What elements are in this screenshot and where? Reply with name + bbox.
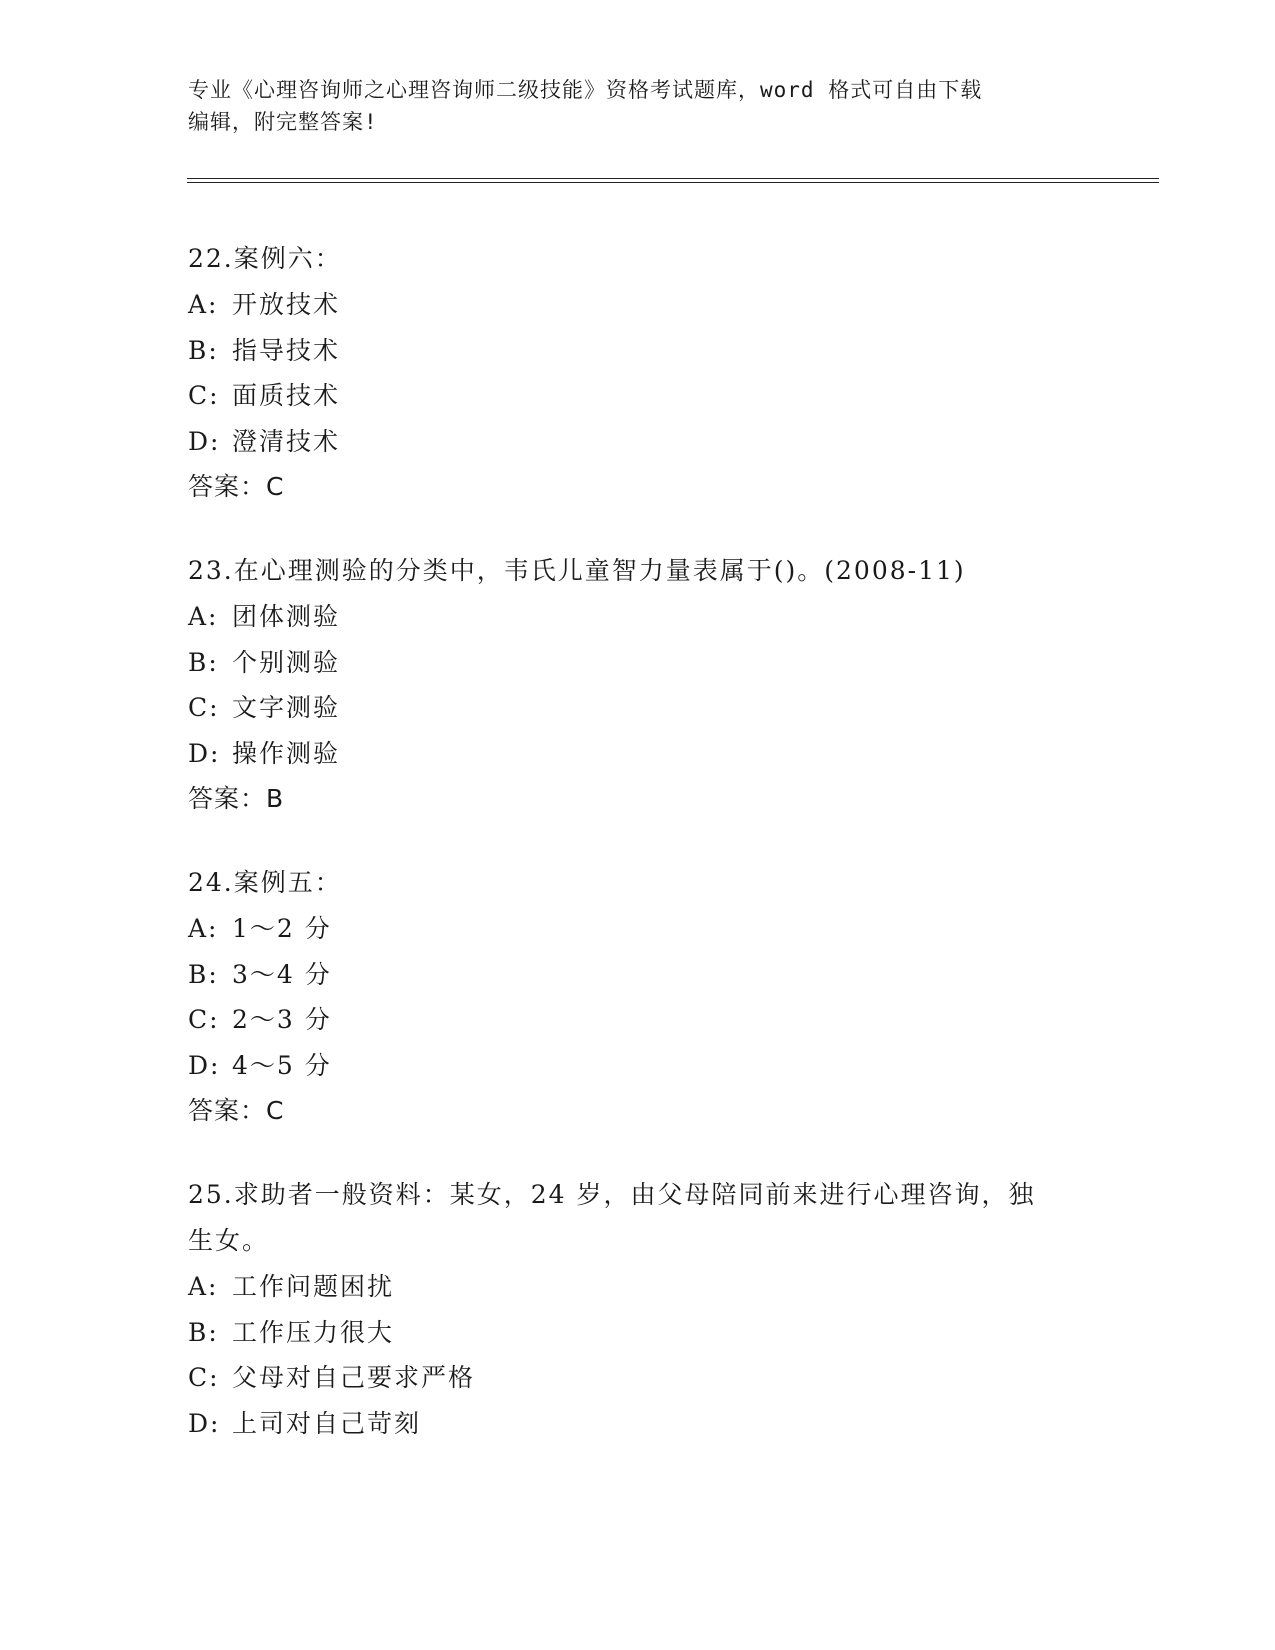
option-c: [188, 685, 1088, 731]
option-d: [188, 1043, 1088, 1089]
option-letter: B:: [188, 647, 219, 677]
header-divider-top: [187, 178, 1159, 179]
option-text: 个别测验: [232, 647, 341, 677]
option-letter: B:: [188, 1317, 219, 1347]
question-list: [188, 236, 1088, 1484]
question-22: [188, 236, 1088, 510]
option-text: 工作问题困扰: [232, 1272, 395, 1301]
answer-line: 答案：C: [188, 1096, 285, 1125]
option-letter: A:: [188, 1272, 219, 1301]
option-letter: A:: [188, 602, 219, 631]
option-letter: C:: [188, 1363, 220, 1392]
option-b: [188, 952, 1088, 998]
option-a: [188, 1264, 1088, 1310]
option-b: [188, 328, 1088, 374]
question-24: [188, 860, 1088, 1134]
option-letter: D:: [188, 1050, 221, 1080]
option-letter: C:: [188, 381, 220, 410]
answer-line: 答案：B: [188, 784, 285, 813]
question-stem: 22.案例六：: [188, 244, 342, 273]
header-divider-bottom: [187, 182, 1159, 183]
question-stem: 24.案例五：: [188, 868, 342, 897]
question-stem: 23.在心理测验的分类中，韦氏儿童智力量表属于()。(2008-11): [188, 556, 966, 585]
option-b: [188, 640, 1088, 686]
answer-line: 答案：C: [188, 472, 285, 501]
option-text: 2～3 分: [232, 1005, 332, 1034]
document-header: [188, 74, 1088, 138]
option-letter: C:: [188, 1005, 220, 1034]
option-letter: A:: [188, 290, 219, 319]
option-text: 操作测验: [232, 738, 341, 768]
option-letter: B:: [188, 335, 219, 365]
header-line-2: 编辑，附完整答案!: [188, 110, 378, 134]
option-text: 工作压力很大: [232, 1317, 395, 1347]
option-letter: B:: [188, 959, 219, 989]
option-letter: C:: [188, 693, 220, 722]
option-d: [188, 1401, 1088, 1447]
option-a: [188, 594, 1088, 640]
option-d: [188, 419, 1088, 465]
option-c: [188, 1355, 1088, 1401]
option-letter: D:: [188, 1408, 221, 1438]
question-23: [188, 548, 1088, 822]
question-stem-line-1: 25.求助者一般资料：某女，24 岁，由父母陪同前来进行心理咨询，独: [188, 1180, 1036, 1209]
option-text: 开放技术: [232, 290, 341, 319]
question-25: [188, 1172, 1088, 1446]
option-text: 1～2 分: [232, 914, 332, 943]
option-text: 3～4 分: [232, 959, 332, 989]
option-a: [188, 906, 1088, 952]
option-letter: D:: [188, 426, 221, 456]
option-text: 上司对自己苛刻: [232, 1408, 422, 1438]
option-d: [188, 731, 1088, 777]
header-line-1: 专业《心理咨询师之心理咨询师二级技能》资格考试题库，word 格式可自由下载: [188, 78, 983, 102]
option-text: 澄清技术: [232, 426, 341, 456]
option-letter: D:: [188, 738, 221, 768]
option-text: 指导技术: [232, 335, 341, 365]
option-text: 4～5 分: [232, 1050, 332, 1080]
option-letter: A:: [188, 914, 219, 943]
option-text: 团体测验: [232, 602, 341, 631]
option-text: 父母对自己要求严格: [232, 1363, 476, 1392]
option-c: [188, 373, 1088, 419]
option-text: 文字测验: [232, 693, 341, 722]
option-b: [188, 1310, 1088, 1356]
option-c: [188, 997, 1088, 1043]
question-stem-line-2: 生女。: [188, 1226, 270, 1255]
option-a: [188, 282, 1088, 328]
option-text: 面质技术: [232, 381, 341, 410]
